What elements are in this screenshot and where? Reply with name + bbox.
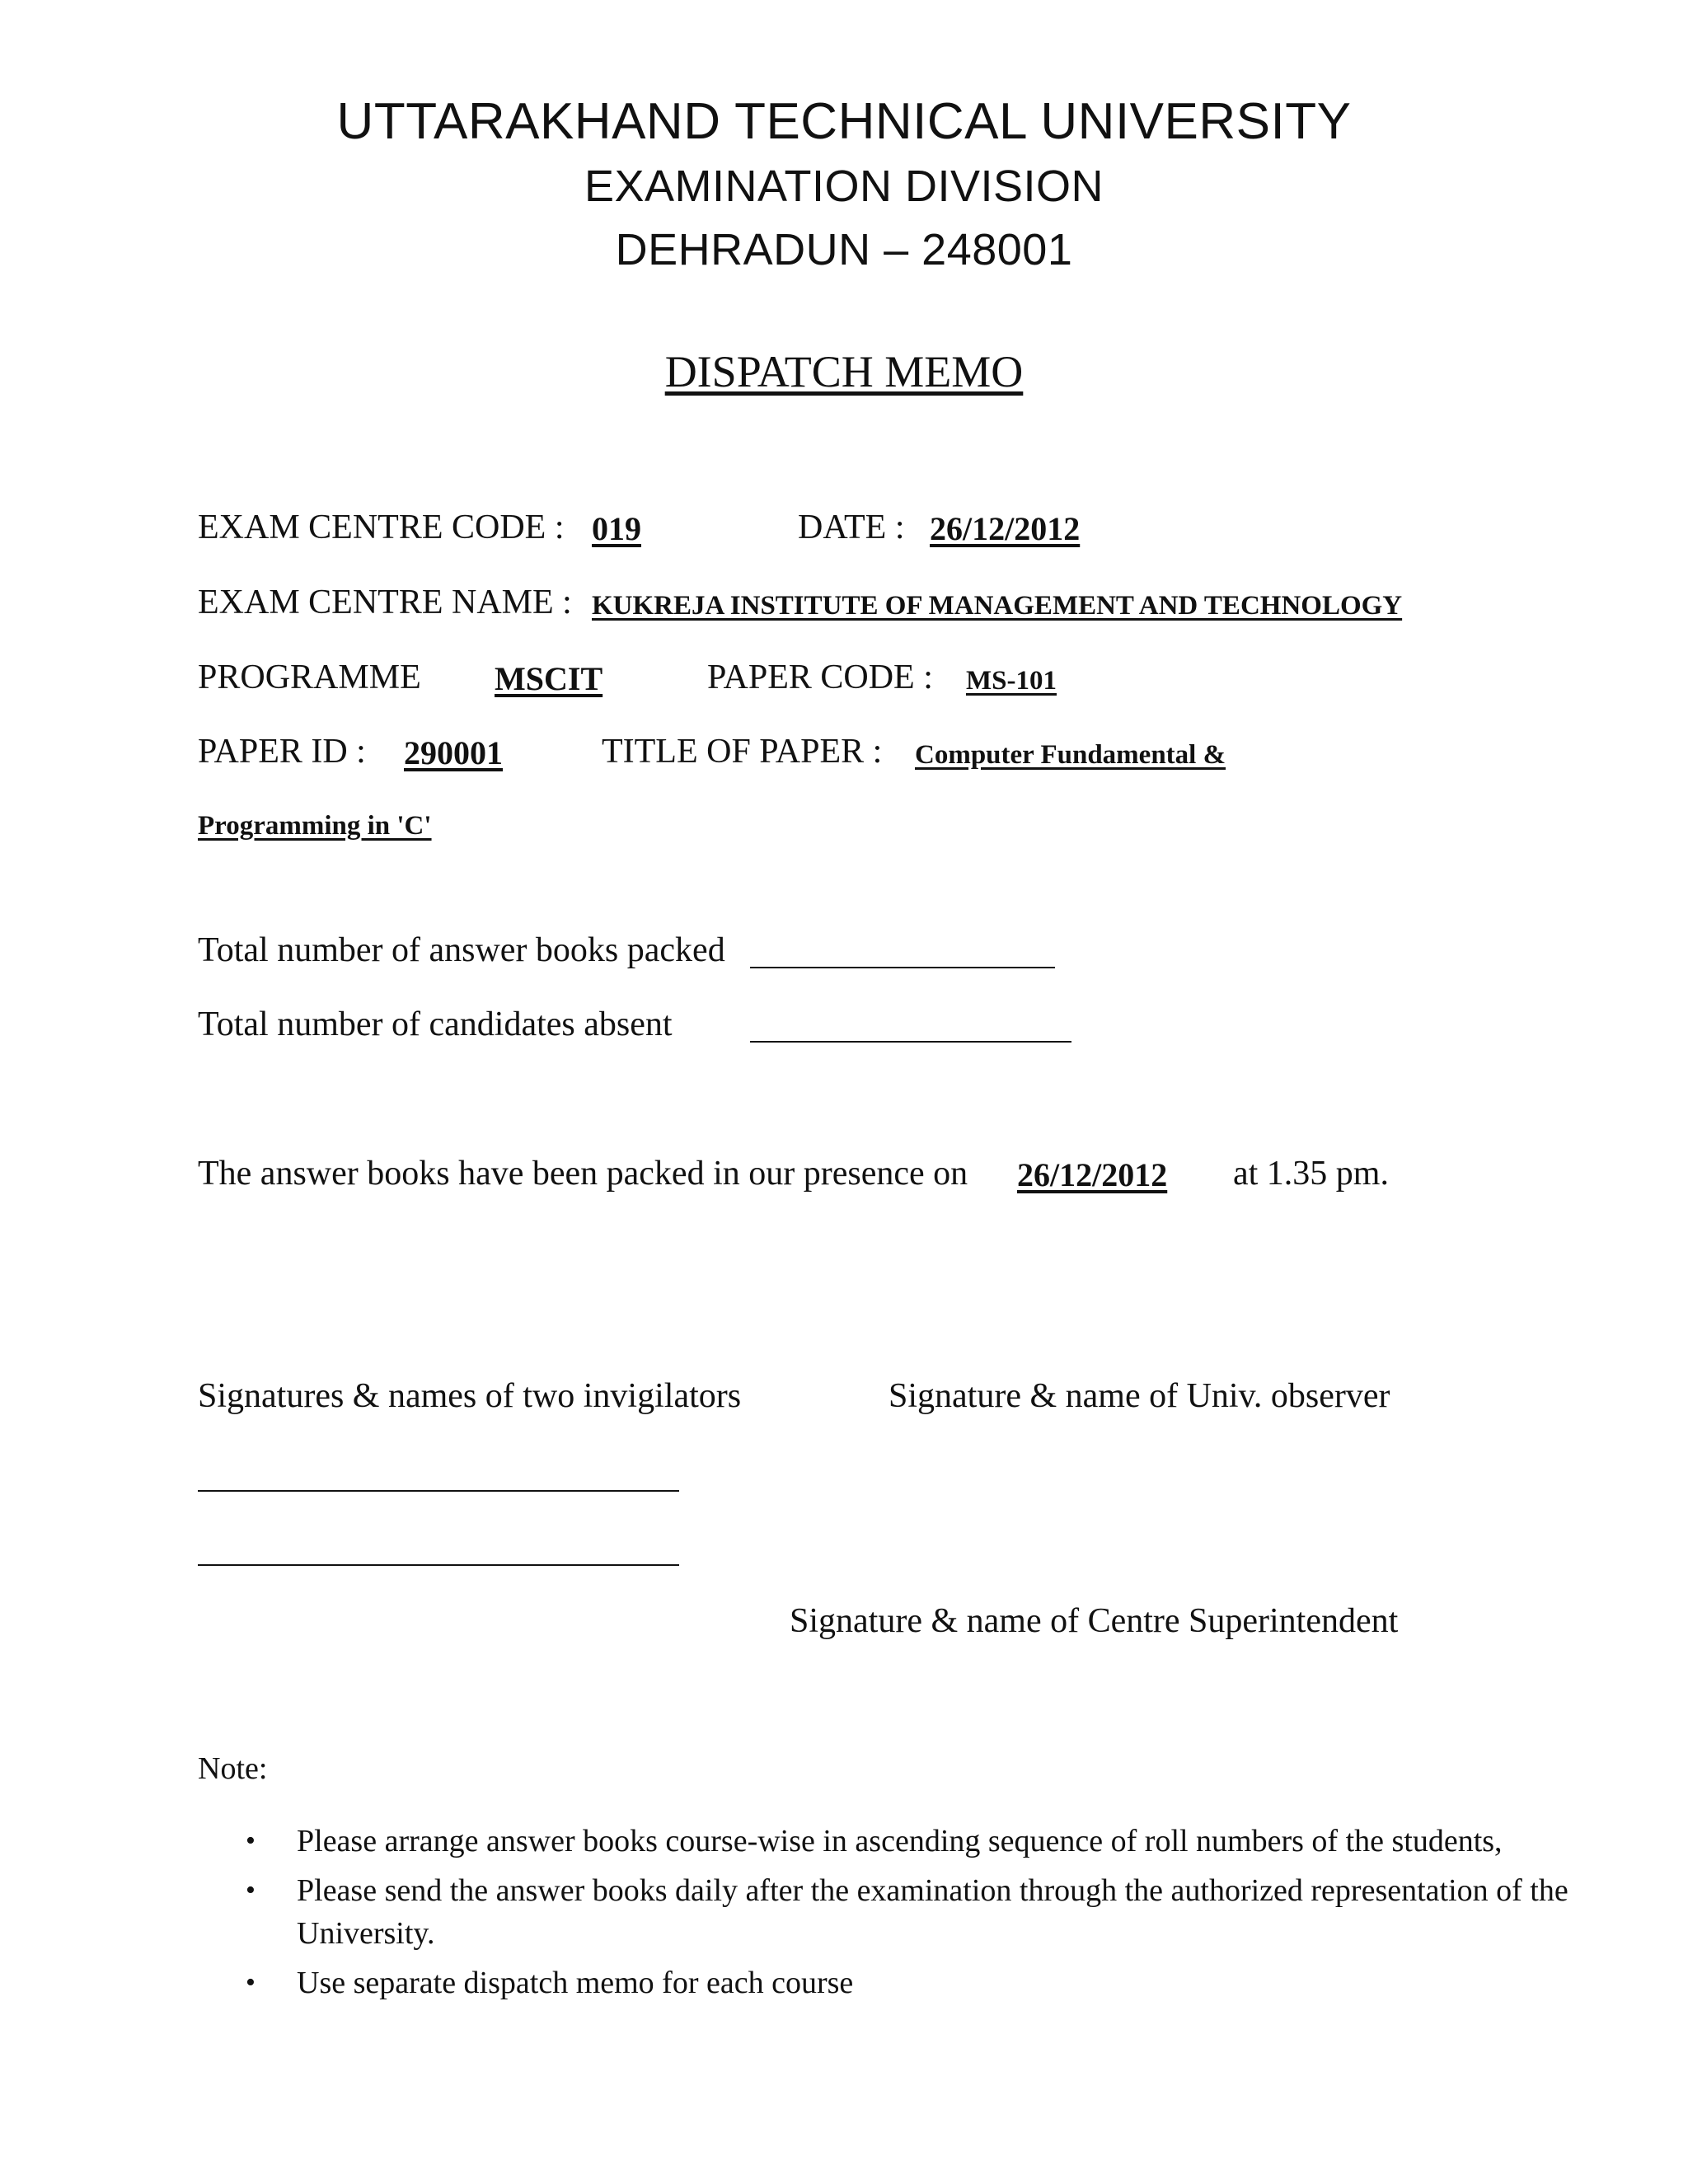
note-item-text: Please arrange answer books course-wise in ascending sequence of roll numbers of the students,	[297, 1824, 1503, 1858]
title-of-paper-label: TITLE OF PAPER :	[602, 733, 883, 771]
packed-date: 26/12/2012	[1017, 1156, 1168, 1193]
paper-code-value: MS-101	[966, 666, 1057, 696]
packed-statement: The answer books have been packed in our presence on	[198, 1155, 968, 1193]
observer-signature-label: Signature & name of Univ. observer	[889, 1377, 1390, 1415]
candidates-absent-label: Total number of candidates absent	[198, 1005, 673, 1043]
bullet-icon: •	[246, 1825, 256, 1856]
date-value: 26/12/2012	[930, 510, 1081, 547]
note-item	[246, 1869, 1582, 1955]
bullet-icon: •	[246, 1967, 256, 1998]
candidates-absent-blank[interactable]	[750, 1041, 1071, 1043]
invigilator-1-signature-line[interactable]	[198, 1490, 679, 1492]
note-list	[198, 1820, 1582, 2004]
centre-name-label: EXAM CENTRE NAME :	[198, 583, 572, 621]
bullet-icon: •	[246, 1875, 256, 1905]
invigilators-signature-label: Signatures & names of two invigilators	[198, 1377, 742, 1415]
paper-id-label: PAPER ID :	[198, 733, 366, 771]
note-label: Note:	[198, 1751, 268, 1786]
paper-id-value: 290001	[404, 734, 503, 771]
note-item-text: Use separate dispatch memo for each course	[297, 1966, 854, 2000]
centre-name-value: KUKREJA INSTITUTE OF MANAGEMENT AND TECHNOLOGY	[592, 591, 1403, 621]
division-name: EXAMINATION DIVISION	[584, 162, 1104, 211]
university-name: UTTARAKHAND TECHNICAL UNIVERSITY	[336, 93, 1352, 150]
programme-label: PROGRAMME	[198, 658, 421, 696]
centre-code-value: 019	[592, 510, 641, 547]
note-item	[246, 1961, 1582, 2004]
note-item	[246, 1820, 1582, 1863]
date-label: DATE :	[798, 509, 905, 546]
city-pincode: DEHRADUN – 248001	[615, 225, 1073, 274]
title-of-paper-continued: Programming in 'C'	[198, 811, 432, 841]
centre-code-label: EXAM CENTRE CODE :	[198, 509, 565, 546]
title-of-paper-value: Computer Fundamental &	[915, 740, 1226, 770]
paper-code-label: PAPER CODE :	[707, 658, 933, 696]
note-item-text: Please send the answer books daily after the examination through the authorized representation of the University.	[297, 1873, 1568, 1951]
programme-value: MSCIT	[495, 660, 603, 697]
books-packed-label: Total number of answer books packed	[198, 931, 725, 969]
books-packed-blank[interactable]	[750, 967, 1055, 968]
superintendent-signature-label: Signature & name of Centre Superintendent	[790, 1602, 1399, 1640]
packed-time: at 1.35 pm.	[1233, 1155, 1389, 1193]
memo-title: DISPATCH MEMO	[664, 347, 1024, 396]
invigilator-2-signature-line[interactable]	[198, 1564, 679, 1566]
